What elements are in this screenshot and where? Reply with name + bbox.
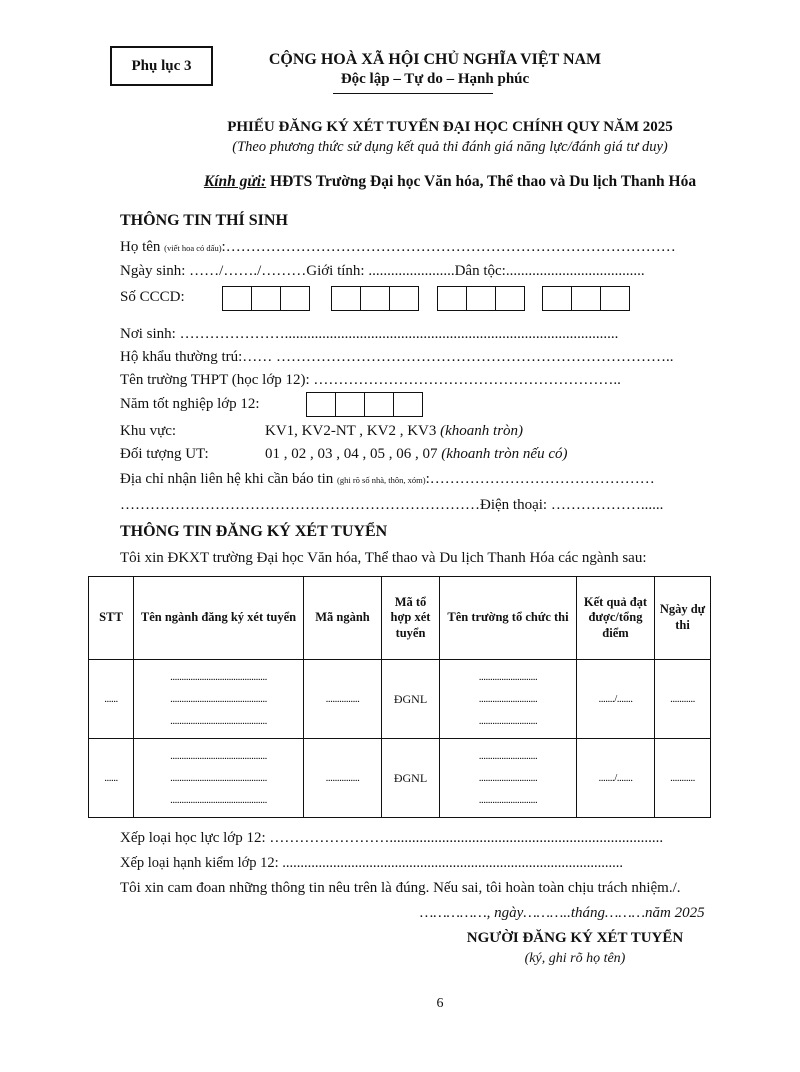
address-label: Địa chỉ nhận liên hệ khi cần báo tin xyxy=(120,471,334,487)
id-box-group-1[interactable] xyxy=(222,286,310,311)
academic-rank-field[interactable]: Xếp loại học lực lớp 12: ……………………......................................................................... xyxy=(120,830,664,846)
addressee xyxy=(100,173,800,191)
cell-combo: ĐGNL xyxy=(382,739,440,818)
priority-note: (khoanh tròn nếu có) xyxy=(441,446,568,462)
id-box-group-3[interactable] xyxy=(437,286,525,311)
address-dots: :……………………………………… xyxy=(425,471,655,487)
year-digit-box[interactable] xyxy=(306,392,336,417)
registration-table xyxy=(88,576,711,818)
year-digit-box[interactable] xyxy=(364,392,394,417)
id-digit-box[interactable] xyxy=(251,286,281,311)
cell-exam-date[interactable]: ........... xyxy=(655,739,711,818)
col-stt: STT xyxy=(89,577,134,660)
signature-date[interactable]: ……………, ngày………..tháng………năm 2025 xyxy=(420,905,705,921)
major-line: ........................................... xyxy=(170,693,267,705)
form-title: PHIẾU ĐĂNG KÝ XÉT TUYỂN ĐẠI HỌC CHÍNH QUY NĂM 2025 xyxy=(227,119,673,135)
region-options[interactable] xyxy=(265,423,523,440)
cell-major-code[interactable]: ............... xyxy=(304,739,382,818)
signer-note: (ký, ghi rõ họ tên) xyxy=(524,951,626,966)
name-label: Họ tên xyxy=(120,239,161,255)
addressee-value: HĐTS Trường Đại học Văn hóa, Thể thao và Du lịch Thanh Hóa xyxy=(270,173,697,190)
school-line: .......................... xyxy=(478,794,538,806)
cell-score[interactable]: ......./....... xyxy=(577,739,655,818)
cell-major[interactable] xyxy=(134,660,304,739)
major-line: ........................................... xyxy=(170,715,267,727)
contact-address-field[interactable] xyxy=(120,471,655,488)
major-line: ........................................... xyxy=(170,772,267,784)
id-label: Số CCCD: xyxy=(120,289,185,305)
registration-intro: Tôi xin ĐKXT trường Đại học Văn hóa, Thể thao và Du lịch Thanh Hóa các ngành sau: xyxy=(120,550,647,566)
address-phone-field[interactable]: ………………………………………………………………Điện thoại: ………………...... xyxy=(120,497,664,513)
col-combo-code: Mã tổ hợp xét tuyển xyxy=(382,577,440,660)
id-digit-box[interactable] xyxy=(600,286,630,311)
motto-underline xyxy=(333,93,493,94)
school-line: .......................... xyxy=(478,671,538,683)
school-line: .......................... xyxy=(478,772,538,784)
signer-title: NGƯỜI ĐĂNG KÝ XÉT TUYỂN xyxy=(466,930,684,946)
table-row xyxy=(89,739,711,818)
cell-stt[interactable]: ...... xyxy=(89,739,134,818)
region-options-text: KV1, KV2-NT , KV2 , KV3 xyxy=(265,423,437,439)
cell-combo: ĐGNL xyxy=(382,660,440,739)
cell-score[interactable]: ......./....... xyxy=(577,660,655,739)
priority-options[interactable] xyxy=(265,446,567,463)
grad-year-label: Năm tốt nghiệp lớp 12: xyxy=(120,396,260,412)
school-line: .......................... xyxy=(478,715,538,727)
table-row xyxy=(89,660,711,739)
residence-field[interactable]: Hộ khẩu thường trú:…… …………………………………………………………………….. xyxy=(120,349,674,365)
cell-exam-school[interactable] xyxy=(440,739,577,818)
col-score: Kết quả đạt được/tổng điểm xyxy=(577,577,655,660)
addressee-label: Kính gửi: xyxy=(203,173,267,190)
cell-exam-date[interactable]: ........... xyxy=(655,660,711,739)
col-major: Tên ngành đăng ký xét tuyển xyxy=(134,577,304,660)
col-exam-date: Ngày dự thi xyxy=(655,577,711,660)
dob-gender-ethnicity-field[interactable]: Ngày sinh: ……/……./………Giới tính: .......................Dân tộc:..................................... xyxy=(120,263,645,279)
id-digit-box[interactable] xyxy=(495,286,525,311)
commitment-text: Tôi xin cam đoan những thông tin nêu trên là đúng. Nếu sai, tôi hoàn toàn chịu trách nhiệm./. xyxy=(120,880,681,896)
school-line: .......................... xyxy=(478,693,538,705)
cell-stt[interactable]: ...... xyxy=(89,660,134,739)
birthplace-field[interactable]: Nơi sinh: …………………......................................................................................... xyxy=(120,326,619,342)
national-title: CỘNG HOÀ XÃ HỘI CHỦ NGHĨA VIỆT NAM xyxy=(268,51,602,68)
priority-options-text: 01 , 02 , 03 , 04 , 05 , 06 , 07 xyxy=(265,446,438,462)
id-digit-box[interactable] xyxy=(280,286,310,311)
col-major-code: Mã ngành xyxy=(304,577,382,660)
id-digit-box[interactable] xyxy=(571,286,601,311)
major-line: ........................................... xyxy=(170,671,267,683)
region-note: (khoanh tròn) xyxy=(440,423,524,439)
name-field[interactable] xyxy=(120,239,676,256)
name-note: (viết hoa có dấu) xyxy=(164,243,222,253)
national-motto: Độc lập – Tự do – Hạnh phúc xyxy=(340,71,530,87)
name-dots: :……………………………………………………………………………… xyxy=(221,239,676,255)
id-box-group-2[interactable] xyxy=(331,286,419,311)
id-digit-box[interactable] xyxy=(389,286,419,311)
appendix-label: Phụ lục 3 xyxy=(110,46,213,86)
candidate-section-heading: THÔNG TIN THÍ SINH xyxy=(120,212,288,229)
address-note: (ghi rõ số nhà, thôn, xóm) xyxy=(337,475,426,485)
major-line: ........................................... xyxy=(170,794,267,806)
id-digit-box[interactable] xyxy=(542,286,572,311)
id-digit-box[interactable] xyxy=(437,286,467,311)
conduct-rank-field[interactable]: Xếp loại hạnh kiểm lớp 12: .............................................................................................. xyxy=(120,855,624,871)
id-digit-box[interactable] xyxy=(466,286,496,311)
cell-major-code[interactable]: ............... xyxy=(304,660,382,739)
id-digit-box[interactable] xyxy=(360,286,390,311)
id-box-group-4[interactable] xyxy=(542,286,630,311)
id-digit-box[interactable] xyxy=(222,286,252,311)
form-subtitle: (Theo phương thức sử dụng kết quả thi đánh giá năng lực/đánh giá tư duy) xyxy=(232,139,668,155)
cell-exam-school[interactable] xyxy=(440,660,577,739)
school-field[interactable]: Tên trường THPT (học lớp 12): …………………………………………………….. xyxy=(120,372,621,388)
table-header-row xyxy=(89,577,711,660)
priority-label: Đối tượng UT: xyxy=(120,446,209,462)
grad-year-boxes[interactable] xyxy=(306,392,423,417)
registration-section-heading: THÔNG TIN ĐĂNG KÝ XÉT TUYỂN xyxy=(120,523,388,540)
id-digit-box[interactable] xyxy=(331,286,361,311)
col-exam-school: Tên trường tổ chức thi xyxy=(440,577,577,660)
page-number: 6 xyxy=(436,996,444,1011)
year-digit-box[interactable] xyxy=(335,392,365,417)
cell-major[interactable] xyxy=(134,739,304,818)
region-label: Khu vực: xyxy=(120,423,177,439)
major-line: ........................................... xyxy=(170,750,267,762)
school-line: .......................... xyxy=(478,750,538,762)
year-digit-box[interactable] xyxy=(393,392,423,417)
